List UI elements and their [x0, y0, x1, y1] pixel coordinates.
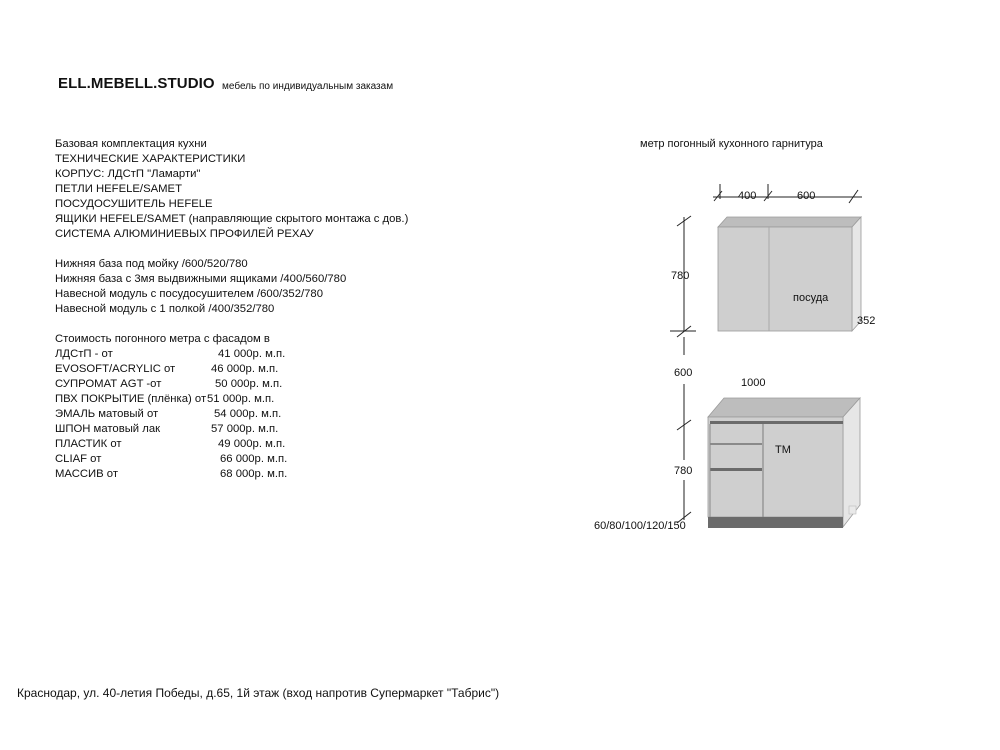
spec-line: КОРПУС: ЛДСтП "Ламарти"	[55, 168, 201, 180]
upper-module-label: посуда	[793, 292, 829, 304]
price-value: 57 000р. м.п.	[211, 423, 279, 435]
price-value: 66 000р. м.п.	[220, 453, 288, 465]
spec-line: СИСТЕМА АЛЮМИНИЕВЫХ ПРОФИЛЕЙ РЕХАУ	[55, 228, 314, 240]
spec-line: Базовая комплектация кухни	[55, 138, 207, 150]
price-label: ЭМАЛЬ матовый от	[55, 408, 159, 420]
lower-module-label: ТМ	[775, 444, 791, 456]
module-line: Нижняя база под мойку /600/520/780	[55, 258, 248, 270]
dim-gap-height: 600	[674, 367, 693, 379]
spec-line: ПОСУДОСУШИТЕЛЬ HEFELE	[55, 198, 213, 210]
dim-top-right-width: 600	[797, 190, 816, 202]
price-value: 54 000р. м.п.	[214, 408, 282, 420]
upper-cabinet-top	[718, 217, 861, 227]
upper-cabinet	[718, 217, 861, 331]
module-line: Навесной модуль с посудосушителем /600/352/780	[55, 288, 323, 300]
lower-cabinet	[708, 398, 860, 528]
spec-line: ЯЩИКИ HEFELE/SAMET (направляющие скрытого монтажа с дов.)	[55, 213, 409, 225]
dim-upper-height: 780	[671, 270, 690, 282]
module-line: Навесной модуль с 1 полкой /400/352/780	[55, 303, 275, 315]
price-label: ПЛАСТИК от	[55, 438, 122, 450]
dim-top-widths	[713, 184, 862, 203]
price-label: МАССИВ от	[55, 468, 119, 480]
drawing-title: метр погонный кухонного гарнитура	[640, 138, 823, 150]
footer-address: Краснодар, ул. 40-летия Победы, д.65, 1й этаж (вход напротив Супермаркет "Табрис")	[17, 686, 500, 700]
brand-name: ELL.MEBELL.STUDIO	[58, 75, 215, 92]
pricing-heading: Стоимость погонного метра с фасадом в	[55, 333, 270, 345]
handle-profile-drawer-2	[710, 468, 762, 471]
price-value: 50 000р. м.п.	[215, 378, 283, 390]
price-value: 51 000р. м.п.	[207, 393, 275, 405]
handle-profile-top	[710, 421, 843, 424]
dim-upper-depth: 352	[857, 315, 876, 327]
spec-line: ПЕТЛИ HEFELE/SAMET	[55, 183, 182, 195]
dim-top-left-width: 400	[738, 190, 757, 202]
plinth-leg	[849, 506, 856, 514]
dim-plinth-options: 60/80/100/120/150	[594, 520, 686, 532]
module-line: Нижняя база с 3мя выдвижными ящиками /400/560/780	[55, 273, 347, 285]
handle-profile-drawer-1	[710, 443, 762, 445]
price-label: CLIAF от	[55, 453, 102, 465]
dim-lower-width: 1000	[741, 377, 766, 389]
price-value: 46 000р. м.п.	[211, 363, 279, 375]
price-value: 49 000р. м.п.	[218, 438, 286, 450]
lower-cabinet-top	[708, 398, 860, 417]
price-label: ШПОН матовый лак	[55, 423, 161, 435]
price-label: EVOSOFT/ACRYLIC от	[55, 363, 176, 375]
upper-cabinet-side	[852, 217, 861, 331]
dim-lower-height: 780	[674, 465, 693, 477]
brand-tagline: мебель по индивидуальным заказам	[222, 81, 394, 92]
price-value: 68 000р. м.п.	[220, 468, 288, 480]
spec-line: ТЕХНИЧЕСКИЕ ХАРАКТЕРИСТИКИ	[55, 153, 246, 165]
price-label: ЛДСтП - от	[55, 348, 113, 360]
price-label: СУПРОМАТ AGT -от	[55, 378, 162, 390]
upper-cabinet-front	[718, 227, 852, 331]
price-label: ПВХ ПОКРЫТИЕ (плёнка) от	[55, 393, 207, 405]
lower-cabinet-front	[708, 417, 843, 517]
plinth	[708, 517, 843, 528]
price-value: 41 000р. м.п.	[218, 348, 286, 360]
